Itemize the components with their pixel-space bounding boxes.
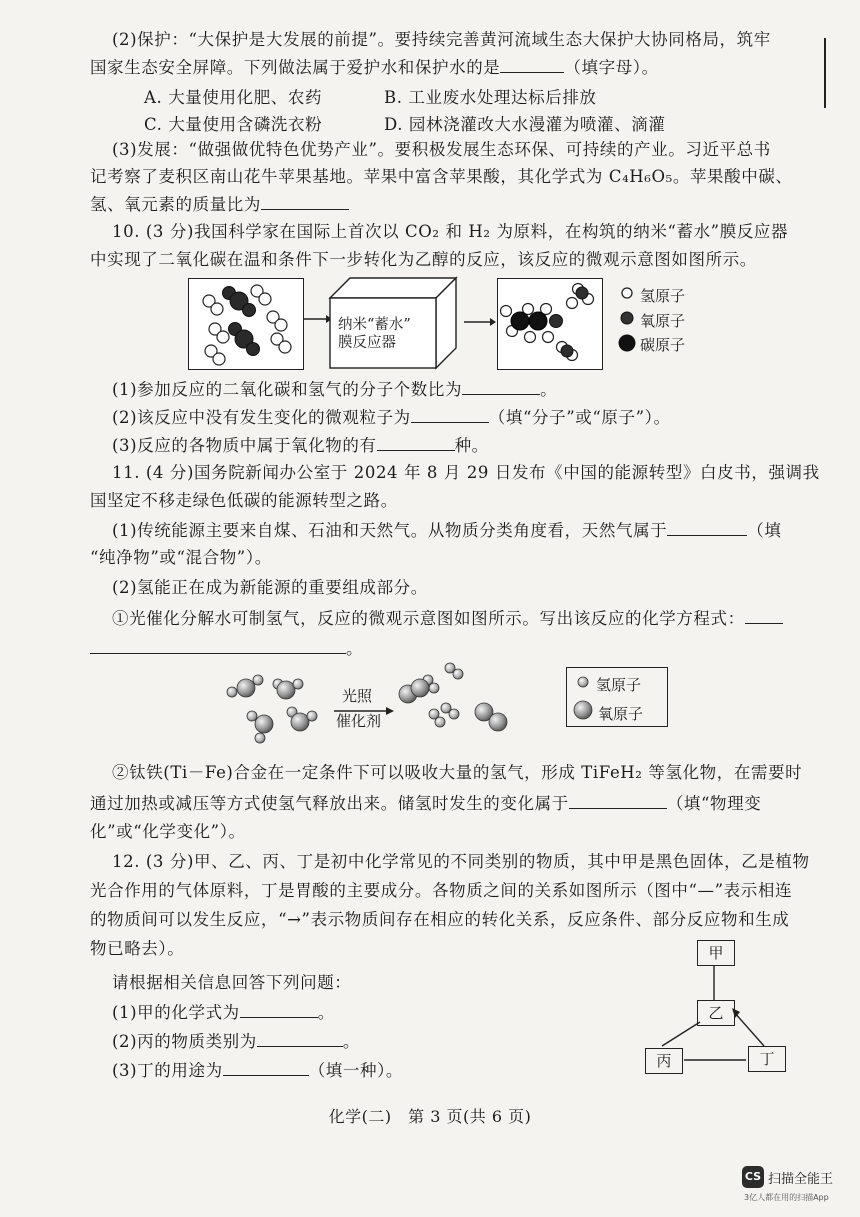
q11-sub1 [112, 519, 781, 542]
q9-p2-line2 [90, 56, 659, 79]
answer-blank[interactable] [667, 519, 747, 536]
legend-oxygen-2: 氧原子 [598, 705, 644, 723]
node-ding [748, 1046, 786, 1072]
answer-blank[interactable] [261, 193, 349, 210]
q9-p3-line3 [90, 193, 349, 216]
oxygen-atom-icon [619, 310, 635, 326]
q9-option-a: A. 大量使用化肥、农药 [144, 88, 323, 107]
answer-blank[interactable] [223, 1059, 309, 1076]
watermark-brand: 扫描全能王 [768, 1171, 834, 1187]
condition-catalyst: 催化剂 [336, 712, 382, 730]
q11-c1-line2 [90, 637, 363, 660]
q12-sub3 [112, 1059, 403, 1082]
node-yi-label: 乙 [708, 1004, 724, 1022]
answer-blank[interactable] [90, 637, 346, 654]
q12-sub2 [112, 1030, 360, 1053]
answer-blank[interactable] [377, 434, 455, 451]
q10-line2: 中实现了二氧化碳在温和条件下一步转化为乙醇的反应，该反应的微观示意图如图所示。 [90, 250, 757, 269]
q12-sub3-text: (3)丁的用途为 [112, 1061, 223, 1080]
answer-blank[interactable] [411, 406, 489, 423]
oxygen-atom-icon [572, 699, 594, 721]
q12-line4: 物已略去）。 [90, 939, 185, 958]
q10-sub3-text: (3)反应的各物质中属于氧化物的有 [112, 436, 377, 455]
q11-line1: 11. (4 分)国务院新闻办公室于 2024 年 8 月 29 日发布《中国的能源转型》白皮书，强调我 [112, 463, 820, 482]
q12-sub1-text: (1)甲的化学式为 [112, 1003, 240, 1022]
q10-sub1-text: (1)参加反应的二氧化碳和氢气的分子个数比为 [112, 380, 463, 399]
q9-option-d: D. 园林浇灌改大水漫灌为喷灌、滴灌 [384, 115, 666, 134]
q9-p2-text: 国家生态安全屏障。下列做法属于爱护水和保护水的是 [90, 58, 501, 77]
answer-blank[interactable] [462, 378, 540, 395]
hydrogen-atom-icon [576, 675, 590, 689]
q11-c2-line3: 化”或“化学变化”）。 [90, 822, 246, 841]
answer-blank[interactable] [257, 1030, 343, 1047]
q11-c1 [112, 607, 783, 630]
q12-sub3-hint: （填一种）。 [308, 1061, 404, 1080]
q12-line3: 的物质间可以发生反应，“→”表示物质间存在相应的转化关系，反应条件、部分反应物和生成 [90, 910, 790, 929]
q10-sub3 [112, 434, 489, 457]
arrow-icon [462, 315, 496, 329]
reactant-molecules [189, 279, 303, 369]
q10-sub2-hint: （填“分子”或“原子”）。 [488, 408, 671, 427]
node-yi [697, 1000, 735, 1026]
q9-p2-line1: (2)保护：“大保护是大发展的前提”。要持续完善黄河流域生态大保护大协同格局，筑牢 [112, 30, 771, 49]
q11-c2-line2 [90, 792, 761, 815]
q12-prompt: 请根据相关信息回答下列问题： [112, 973, 352, 992]
answer-blank[interactable] [569, 792, 667, 809]
q11-sub2: (2)氢能正在成为新能源的重要组成部分。 [112, 578, 428, 597]
answer-blank[interactable] [500, 56, 564, 73]
q12-line2: 光合作用的气体原料，丁是胃酸的主要成分。各物质之间的关系如图所示（图中“—”表示相连 [90, 881, 793, 900]
carbon-atom-icon [617, 333, 637, 353]
watermark-tagline: 3亿人都在用的扫描App [744, 1193, 829, 1202]
page-footer: 化学(二) 第 3 页(共 6 页) [328, 1107, 532, 1126]
node-bing-label: 丙 [656, 1052, 672, 1070]
q9-p3-line2: 记考察了麦积区南山花牛苹果基地。苹果中富含苹果酸，其化学式为 C₄H₆O₅。苹果酸中碳、 [90, 167, 793, 186]
products-diagram [497, 278, 603, 370]
q11-sub1-text: (1)传统能源主要来自煤、石油和天然气。从物质分类角度看，天然气属于 [112, 521, 668, 540]
q12-sub2-text: (2)丙的物质类别为 [112, 1032, 257, 1051]
water-molecules [222, 664, 332, 746]
q9-p3-text: 氢、氧元素的质量比为 [90, 195, 261, 214]
margin-mark [824, 38, 826, 108]
reactor-label-1: 纳米“蓄水” [338, 317, 411, 333]
q11-sub1-hint: （填 [747, 521, 782, 540]
hydrogen-atom-icon [620, 286, 634, 300]
node-jia [697, 940, 735, 966]
node-jia-label: 甲 [708, 944, 724, 962]
q11-line2: 国坚定不移走绿色低碳的能源转型之路。 [90, 491, 398, 510]
q9-p2-hint: （填字母）。 [564, 58, 659, 77]
q10-line1: 10. (3 分)我国科学家在国际上首次以 CO₂ 和 H₂ 为原料，在构筑的纳米“蓄水”膜反应器 [112, 222, 789, 241]
q12-sub1-end: 。 [317, 1003, 335, 1022]
condition-light: 光照 [342, 687, 373, 705]
q11-c2-hint: （填“物理变 [666, 794, 762, 813]
node-bing [645, 1048, 683, 1074]
reactor-label-2: 膜反应器 [338, 335, 396, 351]
q11-c2-line1: ②钛铁(Ti－Fe)合金在一定条件下可以吸收大量的氢气，形成 TiFeH₂ 等氢化物，在需要时 [112, 763, 803, 782]
q11-c1-end: 。 [346, 639, 364, 658]
q9-option-b: B. 工业废水处理达标后排放 [384, 88, 597, 107]
q10-sub2 [112, 406, 671, 429]
product-molecules [498, 279, 602, 369]
scanner-watermark [742, 1166, 834, 1202]
q9-option-c: C. 大量使用含磷洗衣粉 [144, 115, 323, 134]
q11-c1-text: ①光催化分解水可制氢气，反应的微观示意图如图所示。写出该反应的化学方程式： [112, 609, 745, 628]
reactants-diagram [188, 278, 304, 370]
node-ding-label: 丁 [759, 1050, 775, 1068]
q12-line1: 12. (3 分)甲、乙、丙、丁是初中化学常见的不同类别的物质，其中甲是黑色固体，乙是植物 [112, 852, 810, 871]
legend-oxygen: 氧原子 [640, 312, 686, 330]
q12-sub2-end: 。 [342, 1032, 360, 1051]
legend-hydrogen-2: 氢原子 [596, 676, 642, 694]
legend-carbon: 碳原子 [640, 336, 686, 354]
camscanner-logo-icon: CS [742, 1166, 764, 1188]
q10-sub1-end: 。 [540, 380, 558, 399]
answer-blank[interactable] [240, 1001, 318, 1018]
q12-sub1 [112, 1001, 335, 1024]
answer-blank[interactable] [745, 607, 783, 624]
q11-sub1-cont: “纯净物”或“混合物”）。 [90, 548, 272, 567]
product-molecules [394, 660, 518, 742]
legend-hydrogen: 氢原子 [640, 287, 686, 305]
q9-p3-line1: (3)发展：“做强做优特色优势产业”。要积极发展生态环保、可持续的产业。习近平总书 [112, 140, 771, 159]
q11-c2-text: 通过加热或减压等方式使氢气释放出来。储氢时发生的变化属于 [90, 794, 569, 813]
q10-sub3-end: 种。 [454, 436, 489, 455]
q10-sub1 [112, 378, 557, 401]
q10-sub2-text: (2)该反应中没有发生变化的微观粒子为 [112, 408, 411, 427]
